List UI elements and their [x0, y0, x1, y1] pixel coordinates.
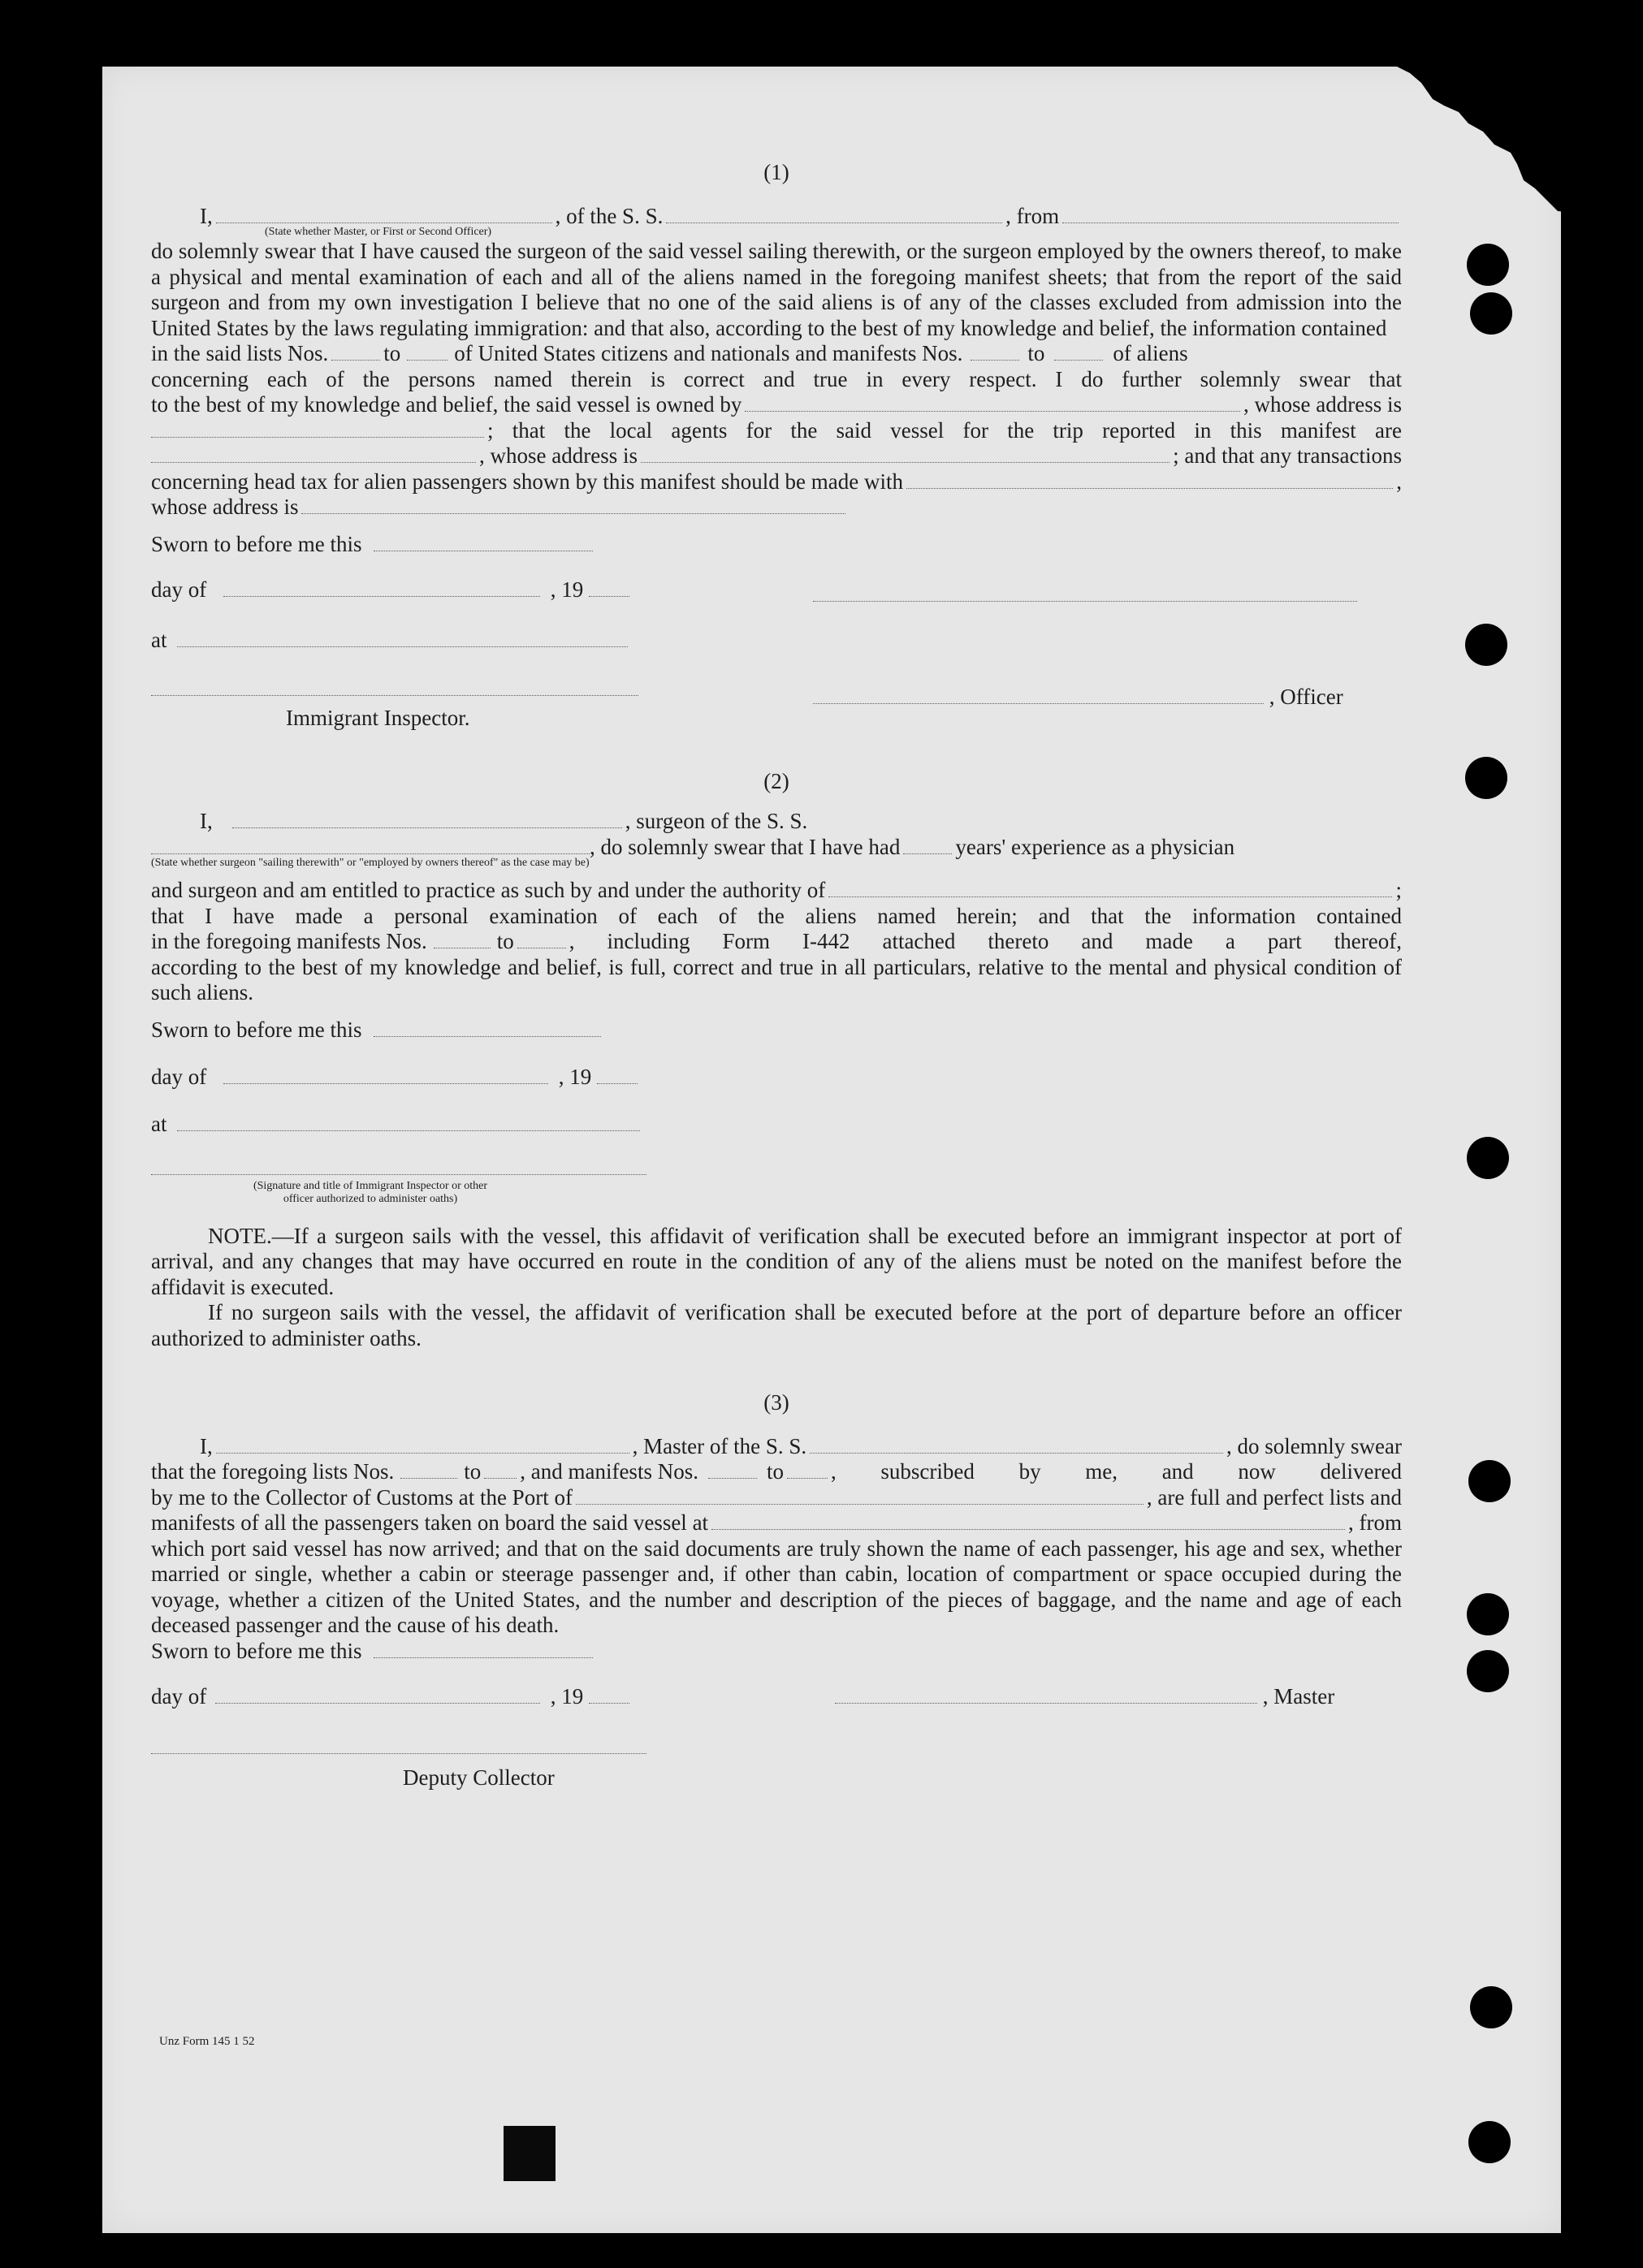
headtax-contact-field[interactable]	[906, 470, 1393, 489]
sworn-date-field-2[interactable]	[374, 1018, 601, 1037]
master-signature-field[interactable]	[835, 1685, 1257, 1704]
vessel-name-field[interactable]	[666, 205, 1002, 223]
citizens-list-from-field[interactable]	[331, 342, 380, 361]
foregoing-label: in the foregoing manifests Nos.	[151, 929, 427, 953]
binder-hole	[1467, 1650, 1509, 1692]
s3-to-label: to	[464, 1459, 482, 1484]
s1-i: I,	[200, 203, 213, 228]
officer-title-field[interactable]	[216, 205, 552, 223]
signature-note-line-1: (Signature and title of Immigrant Inspector or other	[253, 1179, 488, 1192]
taken-on-board-label: manifests of all the passengers taken on board the said vessel at	[151, 1510, 709, 1535]
s2-swear-label: , do solemnly swear that I have had	[590, 834, 901, 859]
s2-to-label: to	[496, 929, 514, 953]
s1-aliens-label: of aliens	[1113, 341, 1188, 365]
sworn-label-1: Sworn to before me this	[151, 531, 362, 556]
semicolon: ;	[1395, 878, 1402, 902]
foregoing-to-field[interactable]	[517, 930, 566, 948]
s3-lists-to-field[interactable]	[484, 1460, 517, 1479]
immigrant-inspector-label: Immigrant Inspector.	[286, 705, 470, 730]
binder-hole	[1468, 1460, 1511, 1502]
foregoing-from-field[interactable]	[434, 930, 491, 948]
agents-label: ; that the local agents for the said vessel for the trip reported in this manifest are	[487, 417, 1402, 443]
binder-hole	[1470, 1986, 1512, 2028]
binder-hole	[1467, 1593, 1509, 1635]
collector-port-label: by me to the Collector of Customs at the Port of	[151, 1484, 573, 1510]
s3-manifests-label: , and manifests Nos.	[520, 1459, 698, 1484]
aliens-manifest-to-field[interactable]	[1054, 342, 1103, 361]
s1-lists-label: in the said lists Nos.	[151, 341, 329, 365]
owner-address-field[interactable]	[151, 419, 484, 438]
officer-name-field[interactable]	[813, 685, 1264, 704]
deputy-collector-label: Deputy Collector	[403, 1765, 555, 1790]
at-label-2: at	[151, 1111, 167, 1136]
inspector-signature-field-2[interactable]	[151, 1156, 646, 1175]
transactions-label: ; and that any transactions	[1173, 443, 1402, 468]
whose-address-label: whose address is	[151, 495, 299, 519]
black-tab	[504, 2126, 556, 2181]
note-paragraph-1: NOTE.—If a surgeon sails with the vessel, this affidavit of verification shall be executed before an immigrant inspector at port of arrival, and any changes that may have occurred en route in the condition of any of the aliens must be noted on the manifest before the affidavit is executed.	[151, 1223, 1402, 1299]
authority-field[interactable]	[828, 879, 1392, 897]
binder-hole	[1470, 292, 1512, 335]
s1-to-label-2: to	[1027, 341, 1045, 365]
years-experience-field[interactable]	[903, 836, 952, 854]
binder-hole	[1465, 624, 1507, 666]
master-name-field[interactable]	[216, 1435, 629, 1454]
sworn-date-field-1[interactable]	[374, 533, 593, 551]
binder-hole	[1465, 757, 1507, 799]
s3-i: I,	[200, 1433, 213, 1458]
s1-manifests-label: of United States citizens and nationals and manifests Nos.	[454, 341, 963, 365]
s3-paragraph-1: which port said vessel has now arrived; and that on the said documents are truly shown the name of each passenger, his age and sex, whether married or single, whether a cabin or steerage passenger and, if other than cabin, location of compartment or space occupied during the voyage, whether a citizen of the United States, and the number and description of the pieces of baggage, and the name and age of each deceased passenger and the cause of his death.	[151, 1536, 1402, 1637]
surgeon-of-label: , surgeon of the S. S.	[625, 809, 808, 833]
s2-physician-label: years' experience as a physician	[955, 834, 1235, 859]
section-number-3: (3)	[763, 1390, 789, 1415]
master-label: , Master	[1262, 1683, 1335, 1709]
deputy-signature-field[interactable]	[151, 1735, 646, 1754]
day-of-label-3: day of	[151, 1683, 207, 1709]
s1-from-label: , from	[1005, 203, 1060, 228]
headtax-label: concerning head tax for alien passengers shown by this manifest should be made with	[151, 469, 904, 494]
sworn-date-field-3[interactable]	[374, 1639, 593, 1658]
section-number-2: (2)	[763, 768, 789, 793]
owned-by-label: to the best of my knowledge and belief, the said vessel is owned by	[151, 392, 742, 417]
month-field-1[interactable]	[223, 578, 540, 597]
s1-ss-label: , of the S. S.	[555, 203, 664, 228]
s3-lists-label: that the foregoing lists Nos.	[151, 1459, 395, 1484]
section-number-1: (1)	[763, 160, 789, 184]
from-port-field[interactable]	[1062, 205, 1399, 223]
s1-paragraph-2: concerning each of the persons named therein is correct and true in every respect. I do further solemnly swear that	[151, 366, 1402, 391]
signature-note-line-2: officer authorized to administer oaths)	[283, 1192, 458, 1205]
form-i442-label: , including Form I-442 attached thereto and made a part thereof,	[569, 929, 1402, 953]
affidavit-body	[151, 160, 1402, 1801]
owner-field[interactable]	[745, 393, 1240, 412]
place-field-2[interactable]	[177, 1112, 640, 1131]
year-prefix-2: , 19	[558, 1064, 592, 1089]
s3-delivered-label: , subscribed by me, and now delivered	[830, 1459, 1402, 1484]
year-field-2[interactable]	[597, 1065, 638, 1084]
surgeon-status-field[interactable]	[151, 836, 590, 854]
year-prefix-3: , 19	[550, 1683, 584, 1709]
sworn-label-3: Sworn to before me this	[151, 1638, 362, 1663]
note-paragraph-2: If no surgeon sails with the vessel, the affidavit of verification shall be executed before at the port of departure before an officer authorized to administer oaths.	[151, 1300, 1402, 1350]
inspector-signature-field[interactable]	[151, 677, 638, 696]
s3-manifests-to-field[interactable]	[787, 1460, 828, 1479]
master-of-label: , Master of the S. S.	[632, 1433, 807, 1458]
s3-swear-label: , do solemnly swear	[1226, 1433, 1403, 1458]
sworn-label-2: Sworn to before me this	[151, 1017, 362, 1042]
torn-corner	[1364, 67, 1576, 213]
surgeon-status-note: (State whether surgeon "sailing therewith" or "employed by owners thereof" as the case may be)	[151, 857, 590, 869]
surgeon-name-field[interactable]	[232, 810, 622, 828]
authority-label: and surgeon and am entitled to practice as such by and under the authority of	[151, 878, 826, 902]
agents-field[interactable]	[151, 444, 476, 463]
s3-lists-from-field[interactable]	[400, 1460, 457, 1479]
officer-title-note: (State whether Master, or First or Second Officer)	[265, 226, 492, 238]
form-number: Unz Form 145 1 52	[159, 2035, 255, 2048]
s3-vessel-field[interactable]	[810, 1435, 1223, 1454]
s3-from-label: , from	[1348, 1510, 1402, 1535]
s2-i: I,	[200, 809, 213, 833]
citizens-list-to-field[interactable]	[407, 342, 448, 361]
year-field-1[interactable]	[589, 578, 629, 597]
comma: ,	[1396, 469, 1402, 494]
s3-manifests-from-field[interactable]	[708, 1460, 757, 1479]
binder-hole	[1467, 1137, 1509, 1179]
headtax-address-field[interactable]	[301, 495, 845, 514]
document-page	[102, 67, 1561, 2233]
aliens-manifest-from-field[interactable]	[971, 342, 1019, 361]
s2-paragraph-1: that I have made a personal examination of each of the aliens named herein; and that the information contained	[151, 903, 1402, 928]
s1-paragraph-1: do solemnly swear that I have caused the surgeon of the said vessel sailing therewith, or the surgeon employed by the owners thereof, to make a physical and mental examination of each and all of the aliens named in the foregoing manifest sheets; that from the report of the said surgeon and from my own investigation I believe that no one of the said aliens is of any of the classes excluded from admission into the United States by the laws regulating immigration: and that also, according to the best of my knowledge and belief, the information contained	[151, 239, 1402, 340]
s2-paragraph-2: according to the best of my knowledge and belief, is full, correct and true in all particulars, relative to the mental and physical condition of such aliens.	[151, 954, 1402, 1004]
year-field-3[interactable]	[589, 1685, 629, 1704]
at-label-1: at	[151, 627, 167, 652]
binder-hole	[1467, 244, 1509, 286]
officer-label: , Officer	[1269, 684, 1343, 709]
officer-signature-field[interactable]	[813, 583, 1357, 602]
s3-to-label-2: to	[766, 1459, 784, 1484]
binder-hole	[1468, 2121, 1511, 2163]
place-field-1[interactable]	[177, 629, 628, 647]
year-prefix-1: , 19	[550, 577, 584, 602]
agents-address-field[interactable]	[641, 444, 1170, 463]
month-field-3[interactable]	[215, 1685, 540, 1704]
day-of-label-2: day of	[151, 1064, 207, 1089]
perfect-lists-label: , are full and perfect lists and	[1146, 1484, 1402, 1510]
s1-to-label: to	[383, 341, 401, 365]
month-field-2[interactable]	[223, 1065, 548, 1084]
collector-port-field[interactable]	[576, 1486, 1144, 1505]
owner-address-label: , whose address is	[1243, 392, 1402, 417]
boarding-port-field[interactable]	[711, 1511, 1345, 1530]
agents-address-label: , whose address is	[479, 443, 638, 468]
day-of-label-1: day of	[151, 577, 207, 602]
